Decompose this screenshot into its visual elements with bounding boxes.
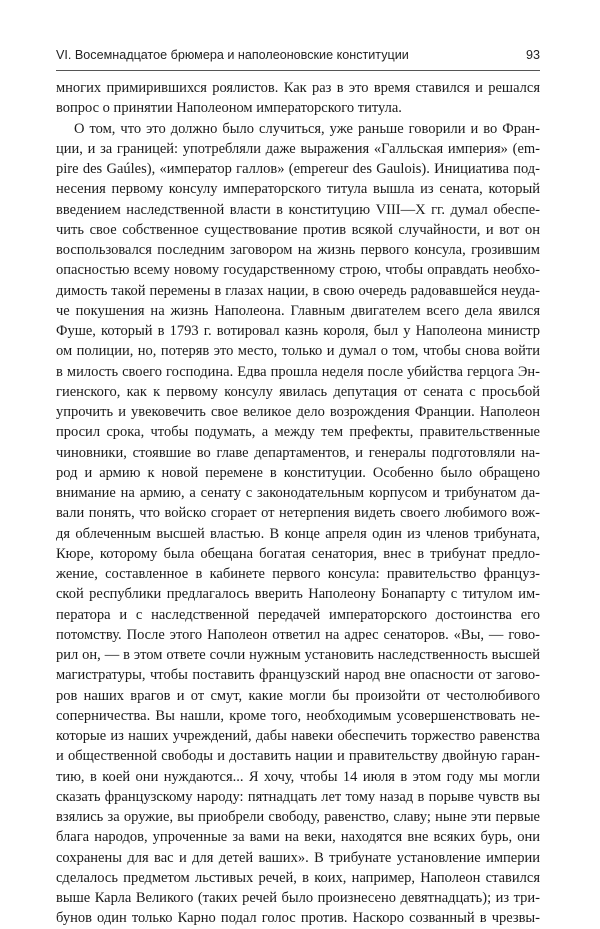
paragraph xyxy=(56,119,540,929)
text-line: вали понять, что войско сгорает от нетерпения видеть своего любимого вож- xyxy=(56,505,540,522)
chapter-title: VI. Восемнадцатое брюмера и наполеоновские конституции xyxy=(56,48,409,62)
text-line: опасностью всему новому государственному строю, чтобы оправдать необхо- xyxy=(56,262,540,279)
text-line: выше Карла Великого (таких речей было произнесено девятнадцать); из три- xyxy=(56,890,540,906)
text-line: димость такой перемены в глазах нации, в свою очередь радовавшейся неуда- xyxy=(56,282,540,299)
text-line: сохранены для вас и для детей ваших». В трибунате установление империи xyxy=(56,849,540,866)
text-line: введением наследственной власти в конституцию VIII—X гг. думал обеспе- xyxy=(56,201,540,218)
text-line: ом полиции, но, потеряв это место, только и думал о том, чтобы снова войти xyxy=(56,343,540,360)
text-line: блага народов, упроченные за вами на веки, находятся вне всяких бурь, они xyxy=(56,829,540,846)
text-line: ров наших врагов и от смут, какие могли бы произойти от честолюбивого xyxy=(56,687,540,704)
body-text xyxy=(56,78,540,929)
text-line: ции, и за границей: употребляли даже выражения «Галльская империя» (em- xyxy=(56,140,540,157)
text-line: рил он, — в этом ответе сочли нужным установить наследственность высшей xyxy=(56,647,540,663)
text-line: в милость своего господина. Едва прошла неделя после убийства герцога Эн- xyxy=(56,363,540,380)
text-line: сделалось предметом льстивых речей, в коих, например, Наполеон ставился xyxy=(56,869,540,886)
text-line: гиенского, как к первому консулу явилась депутация от сената с просьбой xyxy=(56,383,540,400)
text-line: которые из наших учреждений, дабы навеки обеспечить торжество равенства xyxy=(56,728,540,744)
text-line: род и армию к новой перемене в конституции. Особенно было обращено xyxy=(56,464,540,481)
text-line: ператора и с наследственной передачей императорского достоинства его xyxy=(56,606,540,623)
text-line: О том, что это должно было случиться, уже раньше говорили и во Фран- xyxy=(74,120,540,137)
text-line: дя облеченным высшей властью. В конце апреля один из членов трибуната, xyxy=(56,525,540,542)
text-line: че покушения на жизнь Наполеона. Главным двигателем всего дела явился xyxy=(56,302,540,319)
text-line: Фуше, который в 1793 г. вотировал казнь короля, был у Наполеона министр xyxy=(56,323,540,339)
text-line: сказать французскому народу: пятнадцать лет тому назад в порыве чувств вы xyxy=(56,788,540,805)
paragraph xyxy=(56,78,540,119)
text-line: упрочить и увековечить свое великое дело возрождения Франции. Наполеон xyxy=(56,404,540,420)
text-line: жение, составленное в кабинете первого консула: правительство француз- xyxy=(56,566,540,582)
text-line: магистратуры, чтобы поставить французский народ вне опасности от загово- xyxy=(56,667,540,684)
text-line: вопрос о принятии Наполеоном императорского титула. xyxy=(56,100,402,117)
text-line: бунов один только Карно подал голос против. Наскоро созванный в чрезвы- xyxy=(56,910,540,927)
text-line: тию, в коей они нуждаются... Я хочу, чтобы 14 июля в этом году мы могли xyxy=(56,768,540,785)
header-rule xyxy=(56,70,540,71)
text-line: просил срока, чтобы подумать, а между тем префекты, правительственные xyxy=(56,424,540,441)
text-line: чиновники, стоявшие во главе департаментов, и генералы подготовляли на- xyxy=(56,444,540,461)
text-line: соперничества. Вы нашли, кроме того, необходимым усовершенствовать не- xyxy=(56,707,540,724)
text-line: многих примирившихся роялистов. Как раз в это время ставился и решался xyxy=(56,80,540,96)
text-line: Кюре, которому была обещана богатая сенатория, внес в трибунат предло- xyxy=(56,545,540,562)
page-number: 93 xyxy=(525,48,540,62)
text-line: взялись за оружие, вы приобрели свободу, равенство, славу; ныне эти первые xyxy=(56,809,540,825)
text-line: воспользовался последним заговором на жизнь первого консула, грозившим xyxy=(56,242,540,258)
text-line: ской республики предлагалось вверить Наполеону Бонапарту с титулом им- xyxy=(56,586,540,603)
text-line: внимание на армию, а сенату с законодательным корпусом и трибунатом да- xyxy=(56,485,540,501)
text-line: pire des Gaúles), «император галлов» (empereur des Gaulois). Инициатива под- xyxy=(56,161,540,177)
text-line: потомству. После этого Наполеон ответил на адрес сенаторов. «Вы, — гово- xyxy=(56,626,540,643)
text-line: чить свое собственное существование против всякой случайности, и вот он xyxy=(56,221,540,238)
running-header xyxy=(56,48,540,68)
text-line: несения первому консулу императорского титула вышла из сената, который xyxy=(56,181,540,198)
text-line: и общественной свободы и доставить нации и правительству двойную гаран- xyxy=(56,748,540,765)
